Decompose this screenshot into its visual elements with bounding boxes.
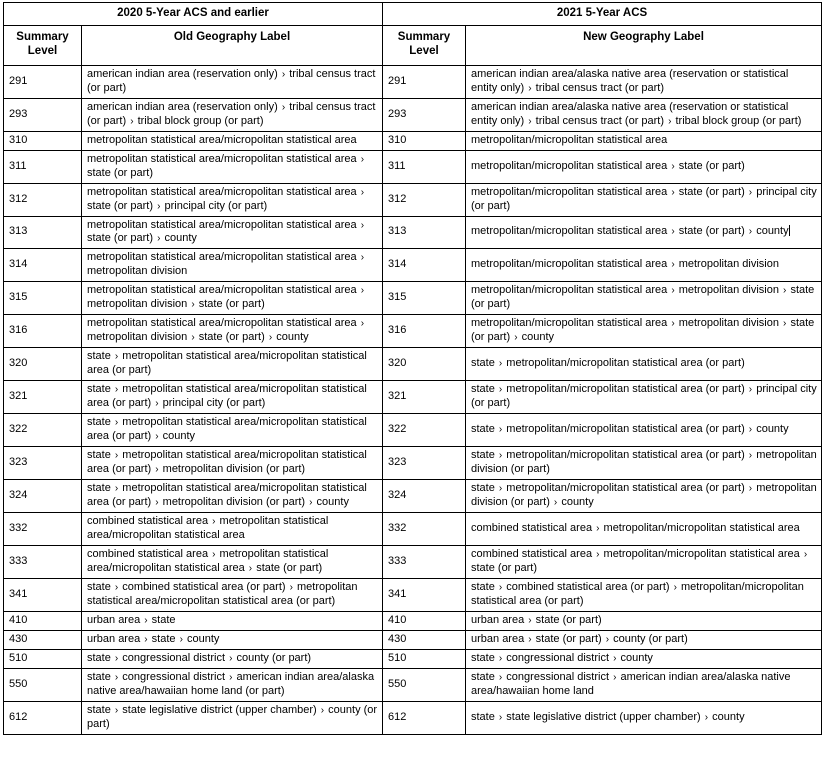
cell-new-geography-label[interactable]: american indian area/alaska native area (reservation or statistical entity only) › tribal census tract (or part) › tribal block group (or part) <box>466 98 822 131</box>
hierarchy-arrow-icon: › <box>748 483 753 494</box>
table-row <box>4 381 822 414</box>
cell-summary-level-old: 612 <box>4 701 82 734</box>
cell-summary-level-old: 341 <box>4 578 82 611</box>
table-group-header-row <box>4 3 822 26</box>
cell-old-geography-label[interactable]: urban area › state › county <box>82 630 383 649</box>
cell-old-geography-label[interactable]: metropolitan statistical area/micropolitan statistical area › state (or part) <box>82 150 383 183</box>
column-header-line1: Summary <box>397 30 451 43</box>
cell-summary-level-old: 332 <box>4 512 82 545</box>
hierarchy-arrow-icon: › <box>212 548 216 560</box>
hierarchy-arrow-icon: › <box>155 398 159 410</box>
hierarchy-arrow-icon: › <box>596 548 600 560</box>
cell-summary-level-new: 310 <box>383 131 466 150</box>
hierarchy-arrow-icon: › <box>498 358 503 370</box>
cell-new-geography-label[interactable]: metropolitan/micropolitan statistical area › state (or part) › county <box>466 216 822 249</box>
hierarchy-arrow-icon: › <box>289 581 293 593</box>
hierarchy-arrow-icon: › <box>673 581 677 593</box>
cell-new-geography-label[interactable]: state › combined statistical area (or part) › metropolitan/micropolitan statistical area (or part) <box>466 578 822 611</box>
table-row <box>4 578 822 611</box>
cell-summary-level-new: 313 <box>383 216 466 249</box>
group-header-old-acs: 2020 5-Year ACS and earlier <box>4 3 383 26</box>
cell-new-geography-label[interactable]: metropolitan/micropolitan statistical area › metropolitan division › state (or part) › county <box>466 315 822 348</box>
cell-new-geography-label[interactable]: state › metropolitan/micropolitan statistical area (or part) › metropolitan division (or part) <box>466 447 822 480</box>
cell-summary-level-old: 323 <box>4 447 82 480</box>
cell-new-geography-label[interactable]: state › congressional district › american indian area/alaska native area/hawaiian home land <box>466 668 822 701</box>
cell-summary-level-new: 430 <box>383 630 466 649</box>
hierarchy-arrow-icon: › <box>191 332 195 344</box>
cell-old-geography-label[interactable]: state › metropolitan statistical area/micropolitan statistical area (or part) › principal city (or part) <box>82 381 383 414</box>
cell-summary-level-new: 315 <box>383 282 466 315</box>
cell-new-geography-label[interactable]: state › metropolitan/micropolitan statistical area (or part) › principal city (or part) <box>466 381 822 414</box>
cell-old-geography-label[interactable]: state › state legislative district (upper chamber) › county (or part) <box>82 701 383 734</box>
hierarchy-arrow-icon: › <box>144 633 148 645</box>
cell-summary-level-new: 291 <box>383 65 466 98</box>
hierarchy-arrow-icon: › <box>157 233 161 245</box>
hierarchy-arrow-icon: › <box>668 115 672 127</box>
cell-summary-level-new: 311 <box>383 150 466 183</box>
cell-summary-level-old: 324 <box>4 480 82 513</box>
hierarchy-arrow-icon: › <box>748 384 753 396</box>
hierarchy-arrow-icon: › <box>157 200 161 212</box>
hierarchy-arrow-icon: › <box>320 704 325 716</box>
table-row <box>4 282 822 315</box>
hierarchy-arrow-icon: › <box>671 318 675 330</box>
table-column-header-row <box>4 25 822 65</box>
cell-summary-level-old: 291 <box>4 65 82 98</box>
hierarchy-arrow-icon: › <box>514 332 518 344</box>
cell-old-geography-label[interactable]: metropolitan statistical area/micropolitan statistical area › state (or part) › principal city (or part) <box>82 183 383 216</box>
cell-old-geography-label[interactable]: state › metropolitan statistical area/micropolitan statistical area (or part) › metropolitan division (or part) <box>82 447 383 480</box>
cell-summary-level-new: 323 <box>383 447 466 480</box>
hierarchy-arrow-icon: › <box>748 424 753 436</box>
table-row <box>4 150 822 183</box>
table-row <box>4 131 822 150</box>
table-row <box>4 65 822 98</box>
column-header-summary-level-old <box>4 25 82 65</box>
cell-old-geography-label[interactable]: state › congressional district › county (or part) <box>82 649 383 668</box>
cell-new-geography-label[interactable]: metropolitan/micropolitan statistical area › state (or part) › principal city (or part) <box>466 183 822 216</box>
hierarchy-arrow-icon: › <box>360 219 365 231</box>
cell-summary-level-old: 550 <box>4 668 82 701</box>
hierarchy-arrow-icon: › <box>114 483 119 494</box>
table-row <box>4 630 822 649</box>
cell-summary-level-new: 333 <box>383 545 466 578</box>
table-row <box>4 447 822 480</box>
column-header-line2: Level <box>409 45 439 58</box>
hierarchy-arrow-icon: › <box>155 464 159 476</box>
hierarchy-arrow-icon: › <box>229 671 233 683</box>
cell-old-geography-label[interactable]: combined statistical area › metropolitan statistical area/micropolitan statistical area › state (or part) <box>82 545 383 578</box>
cell-new-geography-label[interactable]: metropolitan/micropolitan statistical area › state (or part) <box>466 150 822 183</box>
hierarchy-arrow-icon: › <box>144 614 148 626</box>
hierarchy-arrow-icon: › <box>114 581 119 593</box>
cell-summary-level-new: 316 <box>383 315 466 348</box>
hierarchy-arrow-icon: › <box>498 424 503 436</box>
cell-summary-level-new: 612 <box>383 701 466 734</box>
hierarchy-arrow-icon: › <box>248 562 253 574</box>
cell-summary-level-old: 510 <box>4 649 82 668</box>
hierarchy-arrow-icon: › <box>498 652 503 664</box>
cell-summary-level-new: 314 <box>383 249 466 282</box>
hierarchy-arrow-icon: › <box>498 483 503 494</box>
cell-old-geography-label[interactable]: state › combined statistical area (or part) › metropolitan statistical area/micropolitan statistical area (or part) <box>82 578 383 611</box>
hierarchy-arrow-icon: › <box>309 496 313 508</box>
cell-summary-level-new: 550 <box>383 668 466 701</box>
hierarchy-arrow-icon: › <box>528 115 532 127</box>
cell-new-geography-label[interactable]: metropolitan/micropolitan statistical area › metropolitan division <box>466 249 822 282</box>
hierarchy-arrow-icon: › <box>114 652 119 664</box>
hierarchy-arrow-icon: › <box>748 450 753 462</box>
table-row <box>4 249 822 282</box>
cell-summary-level-new: 322 <box>383 414 466 447</box>
cell-summary-level-new: 320 <box>383 348 466 381</box>
hierarchy-arrow-icon: › <box>783 318 787 330</box>
table-row <box>4 480 822 513</box>
hierarchy-arrow-icon: › <box>671 285 675 297</box>
hierarchy-arrow-icon: › <box>613 671 617 683</box>
cell-summary-level-old: 430 <box>4 630 82 649</box>
table-row <box>4 216 822 249</box>
table-row <box>4 649 822 668</box>
text-caret <box>789 225 790 236</box>
hierarchy-arrow-icon: › <box>212 515 216 527</box>
cell-old-geography-label[interactable]: metropolitan statistical area/micropolitan statistical area › metropolitan division › state (or part) <box>82 282 383 315</box>
cell-old-geography-label[interactable]: state › congressional district › american indian area/alaska native area/hawaiian home land (or part) <box>82 668 383 701</box>
table-row <box>4 348 822 381</box>
cell-new-geography-label[interactable]: metropolitan/micropolitan statistical area <box>466 131 822 150</box>
cell-old-geography-label[interactable]: metropolitan statistical area/micropolitan statistical area <box>82 131 383 150</box>
cell-summary-level-old: 315 <box>4 282 82 315</box>
cell-summary-level-old: 312 <box>4 183 82 216</box>
hierarchy-arrow-icon: › <box>803 548 808 560</box>
hierarchy-arrow-icon: › <box>748 186 753 198</box>
cell-new-geography-label[interactable]: metropolitan/micropolitan statistical area › metropolitan division › state (or part) <box>466 282 822 315</box>
cell-old-geography-label[interactable]: american indian area (reservation only) › tribal census tract (or part) <box>82 65 383 98</box>
hierarchy-arrow-icon: › <box>114 384 119 396</box>
hierarchy-arrow-icon: › <box>155 496 159 508</box>
table-row <box>4 183 822 216</box>
table-body <box>4 65 822 734</box>
cell-old-geography-label[interactable]: combined statistical area › metropolitan statistical area/micropolitan statistical area <box>82 512 383 545</box>
cell-new-geography-label[interactable]: combined statistical area › metropolitan/micropolitan statistical area <box>466 512 822 545</box>
cell-old-geography-label[interactable]: urban area › state <box>82 611 383 630</box>
cell-summary-level-new: 324 <box>383 480 466 513</box>
hierarchy-arrow-icon: › <box>498 450 503 462</box>
hierarchy-arrow-icon: › <box>498 581 503 593</box>
hierarchy-arrow-icon: › <box>528 614 532 626</box>
hierarchy-arrow-icon: › <box>155 431 159 443</box>
cell-old-geography-label[interactable]: metropolitan statistical area/micropolitan statistical area › metropolitan division › state (or part) › county <box>82 315 383 348</box>
hierarchy-arrow-icon: › <box>613 652 617 664</box>
cell-old-geography-label[interactable]: state › metropolitan statistical area/micropolitan statistical area (or part) <box>82 348 383 381</box>
cell-summary-level-old: 310 <box>4 131 82 150</box>
cell-old-geography-label[interactable]: metropolitan statistical area/micropolitan statistical area › metropolitan division <box>82 249 383 282</box>
table-row <box>4 98 822 131</box>
hierarchy-arrow-icon: › <box>114 417 119 429</box>
cell-summary-level-old: 316 <box>4 315 82 348</box>
hierarchy-arrow-icon: › <box>114 704 119 716</box>
cell-new-geography-label[interactable]: state › metropolitan/micropolitan statistical area (or part) <box>466 348 822 381</box>
hierarchy-arrow-icon: › <box>528 633 532 645</box>
hierarchy-arrow-icon: › <box>191 299 195 311</box>
hierarchy-arrow-icon: › <box>528 82 532 94</box>
column-header-summary-level-new <box>383 25 466 65</box>
hierarchy-arrow-icon: › <box>114 351 119 363</box>
cell-summary-level-new: 293 <box>383 98 466 131</box>
hierarchy-arrow-icon: › <box>281 101 286 113</box>
table-row <box>4 701 822 734</box>
column-header-line1: Summary <box>16 30 69 43</box>
table-row <box>4 512 822 545</box>
cell-summary-level-old: 321 <box>4 381 82 414</box>
cell-old-geography-label[interactable]: state › metropolitan statistical area/micropolitan statistical area (or part) › county <box>82 414 383 447</box>
hierarchy-arrow-icon: › <box>671 160 675 172</box>
geography-label-comparison-table <box>3 2 822 735</box>
hierarchy-arrow-icon: › <box>360 318 365 330</box>
hierarchy-arrow-icon: › <box>596 522 600 534</box>
cell-summary-level-new: 510 <box>383 649 466 668</box>
cell-summary-level-new: 410 <box>383 611 466 630</box>
hierarchy-arrow-icon: › <box>114 671 119 683</box>
table-row <box>4 668 822 701</box>
cell-new-geography-label[interactable]: state › state legislative district (upper chamber) › county <box>466 701 822 734</box>
cell-summary-level-old: 313 <box>4 216 82 249</box>
hierarchy-arrow-icon: › <box>671 186 675 198</box>
cell-summary-level-old: 320 <box>4 348 82 381</box>
hierarchy-arrow-icon: › <box>360 186 365 198</box>
hierarchy-arrow-icon: › <box>229 652 233 664</box>
hierarchy-arrow-icon: › <box>360 153 365 165</box>
hierarchy-arrow-icon: › <box>783 285 787 297</box>
cell-old-geography-label[interactable]: state › metropolitan statistical area/micropolitan statistical area (or part) › metropolitan division (or part) › county <box>82 480 383 513</box>
hierarchy-arrow-icon: › <box>281 68 286 80</box>
group-header-new-acs: 2021 5-Year ACS <box>383 3 822 26</box>
table-row <box>4 414 822 447</box>
cell-old-geography-label[interactable]: american indian area (reservation only) › tribal census tract (or part) › tribal block group (or part) <box>82 98 383 131</box>
hierarchy-arrow-icon: › <box>671 259 675 271</box>
column-header-new-geography-label: New Geography Label <box>466 25 822 65</box>
cell-summary-level-old: 314 <box>4 249 82 282</box>
cell-new-geography-label[interactable]: american indian area/alaska native area (reservation or statistical entity only) › tribal census tract (or part) <box>466 65 822 98</box>
cell-old-geography-label[interactable]: metropolitan statistical area/micropolitan statistical area › state (or part) › county <box>82 216 383 249</box>
hierarchy-arrow-icon: › <box>704 711 709 723</box>
hierarchy-arrow-icon: › <box>498 671 503 683</box>
cell-new-geography-label[interactable]: state › congressional district › county <box>466 649 822 668</box>
cell-summary-level-new: 321 <box>383 381 466 414</box>
hierarchy-arrow-icon: › <box>671 226 675 238</box>
hierarchy-arrow-icon: › <box>179 633 183 645</box>
hierarchy-arrow-icon: › <box>605 633 610 645</box>
hierarchy-arrow-icon: › <box>498 711 503 723</box>
cell-summary-level-old: 333 <box>4 545 82 578</box>
cell-new-geography-label[interactable]: urban area › state (or part) › county (or part) <box>466 630 822 649</box>
hierarchy-arrow-icon: › <box>748 226 753 238</box>
table-row <box>4 611 822 630</box>
cell-summary-level-new: 312 <box>383 183 466 216</box>
hierarchy-arrow-icon: › <box>360 252 365 264</box>
hierarchy-arrow-icon: › <box>268 332 273 344</box>
table-header <box>4 3 822 66</box>
cell-summary-level-old: 410 <box>4 611 82 630</box>
hierarchy-arrow-icon: › <box>553 496 558 508</box>
cell-new-geography-label[interactable]: combined statistical area › metropolitan/micropolitan statistical area › state (or part) <box>466 545 822 578</box>
column-header-line2: Level <box>27 45 58 58</box>
column-header-old-geography-label: Old Geography Label <box>82 25 383 65</box>
hierarchy-arrow-icon: › <box>498 384 503 396</box>
cell-new-geography-label[interactable]: state › metropolitan/micropolitan statistical area (or part) › metropolitan division (or part) › county <box>466 480 822 513</box>
hierarchy-arrow-icon: › <box>360 285 365 297</box>
cell-summary-level-new: 332 <box>383 512 466 545</box>
cell-summary-level-old: 311 <box>4 150 82 183</box>
cell-new-geography-label[interactable]: urban area › state (or part) <box>466 611 822 630</box>
hierarchy-arrow-icon: › <box>130 115 134 127</box>
cell-new-geography-label[interactable]: state › metropolitan/micropolitan statistical area (or part) › county <box>466 414 822 447</box>
table-row <box>4 545 822 578</box>
hierarchy-arrow-icon: › <box>114 450 119 462</box>
cell-summary-level-new: 341 <box>383 578 466 611</box>
table-row <box>4 315 822 348</box>
cell-summary-level-old: 322 <box>4 414 82 447</box>
cell-summary-level-old: 293 <box>4 98 82 131</box>
